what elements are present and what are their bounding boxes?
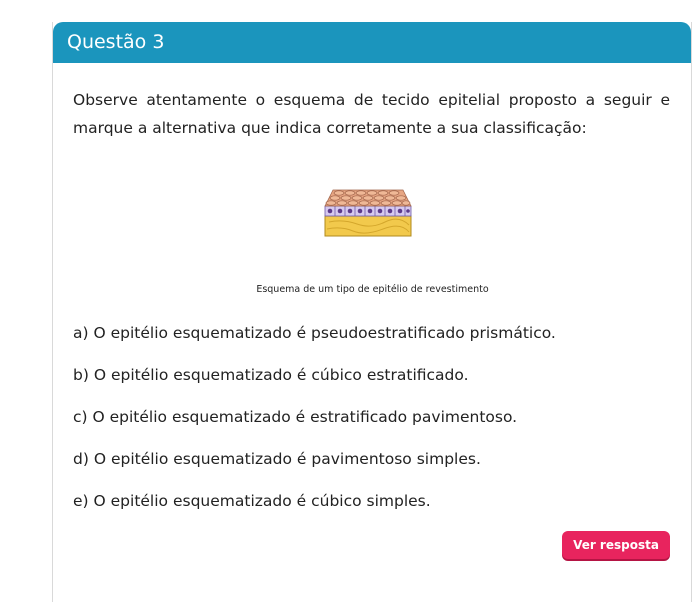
figure-caption: Esquema de um tipo de epitélio de revestimento	[256, 284, 489, 295]
option-e[interactable]: e) O epitélio esquematizado é cúbico simples.	[73, 492, 431, 510]
option-a[interactable]: a) O epitélio esquematizado é pseudoestratificado prismático.	[73, 324, 556, 342]
basal-cell-row	[325, 206, 411, 216]
question-card	[52, 22, 692, 602]
figure-caption-row	[53, 284, 691, 295]
show-answer-button[interactable]: Ver resposta	[562, 531, 670, 559]
question-title: Questão 3	[53, 22, 691, 63]
option-c[interactable]: c) O epitélio esquematizado é estratificado pavimentoso.	[73, 408, 518, 426]
option-d[interactable]: d) O epitélio esquematizado é pavimentoso simples.	[73, 450, 481, 468]
answer-options	[73, 322, 673, 532]
superficial-cell-layers	[325, 190, 411, 206]
epithelium-diagram	[323, 182, 413, 238]
option-b[interactable]: b) O epitélio esquematizado é cúbico estratificado.	[73, 366, 469, 384]
question-text: Observe atentamente o esquema de tecido epitelial proposto a seguir e marque a alternativa que indica corretamente a sua classificação:	[73, 91, 670, 137]
